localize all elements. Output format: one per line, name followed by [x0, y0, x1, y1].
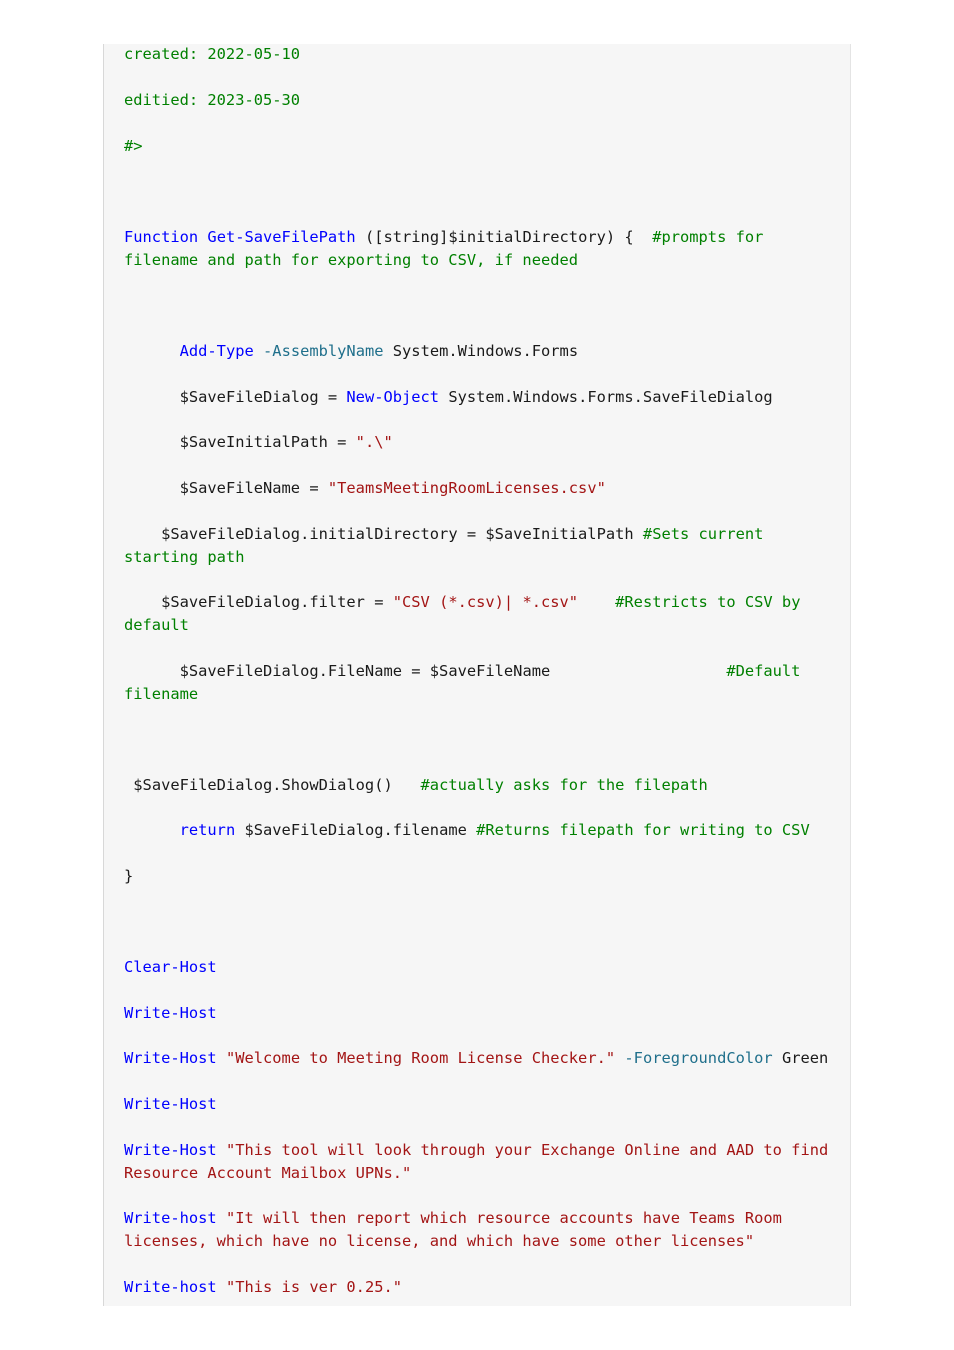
code-string: "TeamsMeetingRoomLicenses.csv" [327, 479, 606, 497]
code-string: "This is ver 0.25." [225, 1278, 403, 1296]
code-text: $SaveFileDialog.filename [235, 821, 477, 839]
code-keyword: Add-Type [179, 342, 254, 360]
code-text [217, 1209, 226, 1227]
code-keyword: Clear-Host [124, 958, 217, 976]
code-text: $SaveFileDialog.initialDirectory = $SaveInitialPath [124, 525, 643, 543]
code-text [615, 1049, 624, 1067]
code-text [124, 821, 180, 839]
code-keyword: Get-SaveFilePath [207, 228, 356, 246]
code-line [124, 226, 836, 272]
code-text: Green [772, 1049, 829, 1067]
code-string: ".\" [355, 433, 393, 451]
code-text [217, 1278, 226, 1296]
code-line [124, 1047, 836, 1070]
code-line [124, 1276, 836, 1299]
code-text: System.Windows.Forms.SaveFileDialog [439, 388, 773, 406]
code-text: $SaveInitialPath = [124, 433, 356, 451]
code-keyword: return [179, 821, 236, 839]
code-text [124, 342, 180, 360]
code-parameter: -AssemblyName [263, 342, 384, 360]
code-line [124, 340, 836, 363]
code-comment: #prompts for filename and path for exporting to CSV, if needed [124, 228, 773, 269]
code-line [124, 660, 836, 706]
code-keyword: Write-Host [124, 1095, 217, 1113]
code-line [124, 1002, 836, 1025]
code-line [124, 386, 836, 409]
code-string: "This tool will look through your Exchange Online and AAD to find Resource Account Mailbox UPNs." [124, 1141, 838, 1182]
code-text [578, 593, 615, 611]
code-text [217, 1141, 226, 1159]
code-keyword: Write-Host [124, 1004, 217, 1022]
code-line [124, 774, 836, 797]
code-line [124, 865, 836, 888]
code-line [124, 1139, 836, 1185]
code-line [124, 89, 836, 112]
code-text: $SaveFileDialog.ShowDialog() [124, 776, 421, 794]
code-text [254, 342, 263, 360]
code-keyword: Write-Host [124, 1049, 217, 1067]
code-parameter: -ForegroundColor [624, 1049, 773, 1067]
code-keyword: Write-host [124, 1278, 217, 1296]
code-text: System.Windows.Forms [383, 342, 579, 360]
code-line [124, 956, 836, 979]
code-comment: #actually asks for the filepath [420, 776, 708, 794]
code-string: "CSV (*.csv)| *.csv" [392, 593, 579, 611]
code-comment: #Returns filepath for writing to CSV [476, 821, 810, 839]
code-comment: created: 2022-05-10 [124, 45, 301, 63]
code-line [124, 1093, 836, 1116]
code-line [124, 523, 836, 569]
code-text: ([string]$initialDirectory) { [355, 228, 653, 246]
code-line [124, 43, 836, 66]
code-keyword: Function [124, 228, 199, 246]
code-comment: #Default filename [124, 662, 810, 703]
code-comment: #Restricts to CSV by default [124, 593, 810, 634]
code-comment: #> [124, 137, 143, 155]
code-line [124, 431, 836, 454]
code-keyword: New-Object [346, 388, 440, 406]
code-line [124, 135, 836, 158]
code-text [217, 1049, 226, 1067]
code-line [124, 1207, 836, 1253]
code-keyword: Write-Host [124, 1141, 217, 1159]
code-text: $SaveFileDialog = [124, 388, 347, 406]
code-text: $SaveFileDialog.filter = [124, 593, 393, 611]
code-keyword: Write-host [124, 1209, 217, 1227]
code-line [124, 477, 836, 500]
code-comment: #Sets current starting path [124, 525, 773, 566]
code-string: "It will then report which resource accounts have Teams Room licenses, which have no license, and which have some other licenses" [124, 1209, 792, 1250]
code-text: $SaveFileDialog.FileName = $SaveFileName [124, 662, 727, 680]
code-line [124, 591, 836, 637]
code-comment: editied: 2023-05-30 [124, 91, 301, 109]
code-text: } [124, 867, 134, 885]
code-text: $SaveFileName = [124, 479, 328, 497]
code-line [124, 819, 836, 842]
code-string: "Welcome to Meeting Room License Checker." [225, 1049, 616, 1067]
